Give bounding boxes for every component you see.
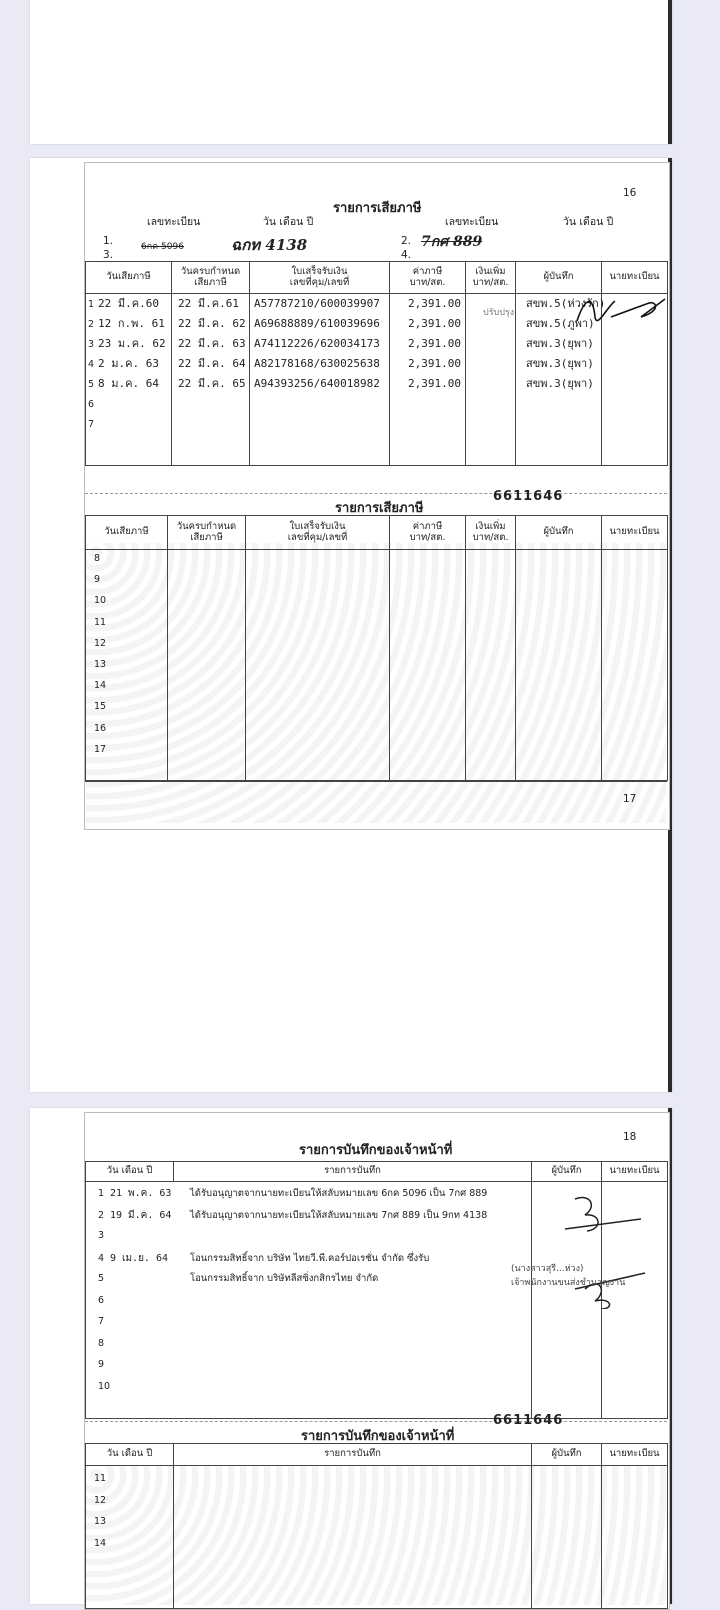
col-header: วันเสียภาษี	[86, 516, 168, 550]
old-plate: 6กค 5096	[141, 242, 184, 252]
table-row	[88, 378, 171, 398]
row-number: 9	[94, 574, 101, 586]
receipt-number: A57787210/600039907	[254, 297, 380, 310]
table-row	[98, 1188, 531, 1210]
serial-number: 6611646	[493, 1413, 564, 1428]
paid-date: 8 ม.ค. 64	[98, 377, 159, 390]
entry-date: 19 มี.ค. 64	[110, 1209, 172, 1221]
footer-strip	[85, 781, 667, 828]
row-number: 4	[98, 1252, 105, 1264]
row-number: 13	[94, 1516, 107, 1527]
tax-table-continued	[85, 515, 668, 781]
row-number: 5	[98, 1273, 105, 1284]
table-row	[98, 1339, 531, 1361]
signature-image	[571, 291, 667, 335]
row-number: 8	[98, 1337, 105, 1349]
scan-page-tax	[30, 158, 672, 1092]
page-number: 16	[623, 187, 637, 199]
section-title: รายการเสียภาษี	[333, 201, 422, 216]
col-header: ผู้บันทึก	[532, 1444, 602, 1466]
receipt-number	[254, 418, 389, 438]
recorder-name	[526, 418, 601, 438]
receipt-column	[254, 298, 389, 438]
signer-text: (นางสาวสุรี...ห่วง) เจ้าพนักงานขนส่งชำนาญงาน	[511, 1264, 626, 1288]
officer-record-paper	[84, 1112, 670, 1610]
extra-amount	[466, 374, 515, 394]
due-date	[178, 398, 249, 418]
extra-amount	[466, 414, 515, 434]
tax-amount	[390, 418, 461, 438]
table-row	[98, 1317, 531, 1339]
col-header: นายทะเบียน	[602, 516, 668, 550]
col-header: ค่าภาษี บาท/สต.	[390, 516, 466, 550]
col-header: เงินเพิ่ม บาท/สต.	[466, 262, 516, 294]
row-number: 11	[94, 1473, 107, 1484]
receipt-number: A69688889/610039696	[254, 317, 380, 330]
slot-1: 1.	[103, 235, 114, 247]
col-header: รายการบันทึก	[174, 1444, 532, 1466]
receipt-number: A82178168/630025638	[254, 357, 380, 370]
row-numbers	[94, 1474, 173, 1560]
page-number: 18	[623, 1131, 637, 1143]
table-row	[98, 1382, 531, 1404]
col-header: เงินเพิ่ม บาท/สต.	[466, 516, 516, 550]
table-row	[88, 358, 171, 378]
col-header: ผู้บันทึก	[516, 262, 602, 294]
col-header: นายทะเบียน	[602, 1162, 668, 1182]
label-reg-no: เลขทะเบียน	[147, 216, 201, 228]
slot-2: 2.	[401, 235, 412, 247]
col-header: วันครบกำหนด เสียภาษี	[172, 262, 250, 294]
due-date-column	[178, 298, 249, 438]
row-number: 11	[94, 616, 107, 628]
page-number: 17	[623, 793, 637, 805]
scan-page-officer	[30, 1108, 672, 1604]
row-number: 3	[88, 339, 95, 350]
tax-amount: 2,391.00	[408, 297, 461, 310]
row-number: 4	[88, 359, 95, 370]
col-header: วันเสียภาษี	[86, 262, 172, 294]
tax-record-paper	[84, 162, 670, 830]
extra-amount	[466, 354, 515, 374]
col-header: ผู้บันทึก	[532, 1162, 602, 1182]
row-number: 7	[98, 1316, 105, 1327]
recorder-name: สขพ.3(ยุพา)	[526, 357, 594, 370]
label-date: วัน เดือน ปี	[563, 216, 614, 228]
row-number: 1	[98, 1188, 105, 1199]
row-number: 12	[94, 637, 107, 649]
serial-number: 6611646	[493, 489, 564, 504]
section-title: รายการบันทึกของเจ้าหน้าที่	[301, 1429, 455, 1444]
slot-3: 3.	[103, 249, 114, 261]
paid-date: 23 ม.ค. 62	[98, 337, 166, 350]
row-number: 10	[94, 595, 107, 607]
recorder-name: สขพ.5(ภูพา)	[526, 317, 595, 330]
row-number: 10	[98, 1380, 111, 1392]
extra-amount	[466, 334, 515, 354]
col-header: วัน เดือน ปี	[86, 1444, 174, 1466]
due-date: 22 มี.ค. 63	[178, 337, 246, 350]
table-row	[98, 1253, 531, 1275]
officer-table-continued	[85, 1443, 668, 1609]
row-number: 2	[98, 1209, 105, 1221]
entry-date: 21 พ.ค. 63	[110, 1188, 172, 1199]
col-header: วันครบกำหนด เสียภาษี	[168, 516, 246, 550]
row-number: 15	[94, 701, 107, 713]
table-row	[98, 1360, 531, 1382]
col-header: ใบเสร็จรับเงิน เลขที่คุม/เลขที่	[246, 516, 390, 550]
receipt-number	[254, 398, 389, 418]
table-row	[88, 338, 171, 358]
tear-line	[85, 1421, 667, 1422]
row-number: 8	[94, 553, 101, 564]
col-header: ใบเสร็จรับเงิน เลขที่คุม/เลขที่	[250, 262, 390, 294]
col-header: นายทะเบียน	[602, 1444, 668, 1466]
due-date	[178, 418, 249, 438]
row-number: 14	[94, 1537, 107, 1549]
due-date: 22 มี.ค. 64	[178, 357, 246, 370]
table-row	[98, 1274, 531, 1296]
row-number: 13	[94, 658, 107, 670]
scan-page-top	[30, 0, 672, 144]
row-number: 16	[94, 722, 107, 734]
slot-4: 4.	[401, 249, 412, 261]
col-header: นายทะเบียน	[602, 262, 668, 294]
struck-plate-handwritten: 7กศ 889	[421, 234, 483, 250]
table-row	[88, 418, 171, 438]
due-date: 22 มี.ค. 65	[178, 377, 246, 390]
row-number: 3	[98, 1230, 105, 1241]
tax-amount: 2,391.00	[408, 377, 461, 390]
row-numbers	[94, 554, 167, 766]
recorder-name: สขพ.3(ยุพา)	[526, 337, 594, 350]
entry-text: โอนกรรมสิทธิ์จาก บริษัทลีสซิ่งกสิกรไทย จำกัด	[190, 1273, 379, 1284]
label-reg-no: เลขทะเบียน	[445, 216, 499, 228]
table-row	[98, 1231, 531, 1253]
row-number: 7	[88, 419, 95, 430]
paid-date: 22 มี.ค.60	[98, 297, 159, 310]
paid-date-column	[88, 298, 171, 438]
row-number: 1	[88, 299, 95, 310]
col-header: ผู้บันทึก	[516, 516, 602, 550]
officer-rows	[98, 1188, 531, 1403]
recorder-name	[526, 398, 601, 418]
col-header: วัน เดือน ปี	[86, 1162, 174, 1182]
paid-date: 12 ก.พ. 61	[98, 317, 165, 330]
paid-date: 2 ม.ค. 63	[98, 357, 159, 370]
due-date: 22 มี.ค. 62	[178, 317, 246, 330]
row-number: 12	[94, 1494, 107, 1506]
table-row	[98, 1296, 531, 1318]
table-row	[88, 318, 171, 338]
section-title: รายการบันทึกของเจ้าหน้าที่	[299, 1143, 453, 1158]
row-number: 5	[88, 379, 95, 390]
table-row	[98, 1210, 531, 1232]
label-date: วัน เดือน ปี	[263, 216, 314, 228]
row-number: 9	[98, 1359, 105, 1370]
entry-text: ได้รับอนุญาตจากนายทะเบียนให้สลับหมายเลข 6กค 5096 เป็น 7กศ 889	[190, 1188, 488, 1199]
section-title: รายการเสียภาษี	[335, 501, 424, 516]
tear-line	[85, 493, 667, 494]
due-date: 22 มี.ค.61	[178, 297, 239, 310]
tax-amount: 2,391.00	[408, 317, 461, 330]
table-row	[88, 398, 171, 418]
tax-column	[390, 298, 461, 438]
stamp-text: ปรับปรุง	[483, 308, 515, 318]
tax-amount: 2,391.00	[408, 357, 461, 370]
row-number: 17	[94, 743, 107, 755]
extra-amount	[466, 394, 515, 414]
new-plate-handwritten: ฉกท 4138	[231, 236, 308, 254]
row-number: 6	[98, 1294, 105, 1306]
signature-stamp-image	[545, 1189, 661, 1309]
receipt-number: A94393256/640018982	[254, 377, 380, 390]
row-number: 6	[88, 399, 95, 410]
recorder-name: สขพ.5(ห่วงรัก)	[526, 297, 606, 310]
entry-text: ได้รับอนุญาตจากนายทะเบียนให้สลับหมายเลข 7กศ 889 เป็น 9กท 4138	[190, 1209, 488, 1221]
tax-amount	[390, 398, 461, 418]
row-number: 2	[88, 319, 95, 330]
table-row	[88, 298, 171, 318]
tax-amount: 2,391.00	[408, 337, 461, 350]
receipt-number: A74112226/620034173	[254, 337, 380, 350]
scan-edge	[668, 0, 672, 144]
row-number: 14	[94, 680, 107, 692]
col-header: รายการบันทึก	[174, 1162, 532, 1182]
col-header: ค่าภาษี บาท/สต.	[390, 262, 466, 294]
entry-text: โอนกรรมสิทธิ์จาก บริษัท ไทยวี.พี.คอร์ปอเรชั่น จำกัด ซึ่งรับ	[190, 1252, 430, 1264]
entry-date: 9 เม.ย. 64	[110, 1252, 169, 1264]
recorder-name: สขพ.3(ยุพา)	[526, 377, 594, 390]
